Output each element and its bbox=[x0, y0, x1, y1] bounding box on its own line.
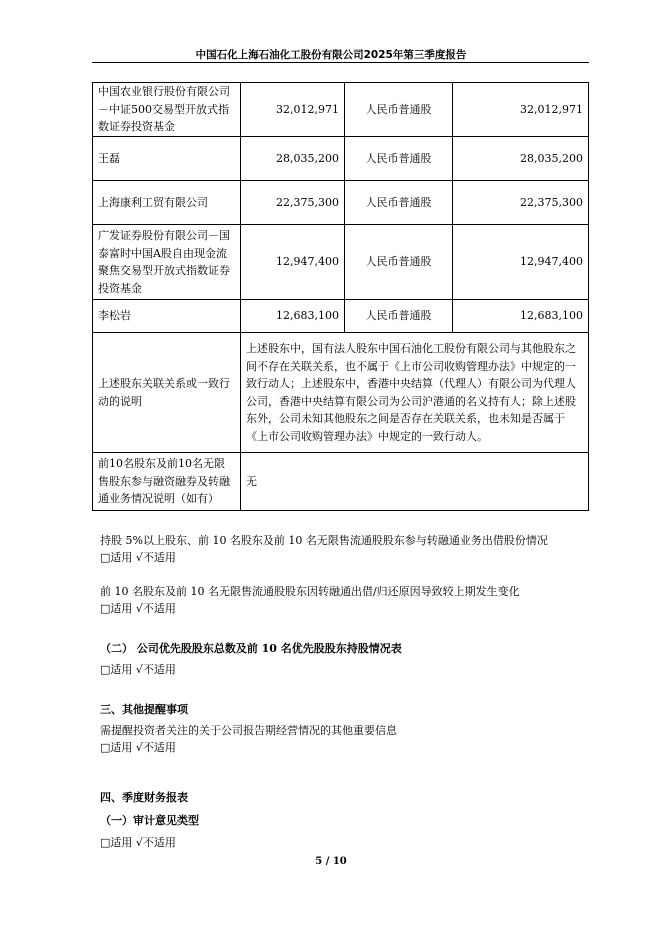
change-applicability: □适用 √不适用 bbox=[100, 602, 176, 615]
share-type: 人民币普通股 bbox=[345, 300, 453, 333]
share-type-quantity: 32,012,971 bbox=[453, 83, 589, 137]
share-type-quantity: 12,683,100 bbox=[453, 300, 589, 333]
preferred-shares-heading: （二） 公司优先股股东总数及前 10 名优先股股东持股情况表 bbox=[100, 642, 402, 655]
audit-opinion-heading: （一）审计意见类型 bbox=[100, 814, 199, 827]
lending-applicability: □适用 √不适用 bbox=[100, 551, 176, 564]
holder-quantity: 12,947,400 bbox=[241, 225, 345, 300]
holder-name: 中国农业银行股份有限公司－中证500交易型开放式指数证券投资基金 bbox=[93, 83, 241, 137]
other-reminders-heading: 三、其他提醒事项 bbox=[100, 703, 188, 716]
report-header-title: 中国石化上海石油化工股份有限公司2025年第三季度报告 bbox=[195, 49, 467, 61]
share-type-quantity: 22,375,300 bbox=[453, 181, 589, 225]
holder-name: 王磊 bbox=[93, 137, 241, 181]
share-type-quantity: 12,947,400 bbox=[453, 225, 589, 300]
page-number: 5 / 10 bbox=[315, 856, 347, 867]
margin-trading-label: 前10名股东及前10名无限售股东参与融资融券及转融通业务情况说明（如有） bbox=[93, 453, 241, 511]
holder-quantity: 22,375,300 bbox=[241, 181, 345, 225]
related-parties-text: 上述股东中，国有法人股东中国石油化工股份有限公司与其他股东之间不存在关联关系，也不属于《上市公司收购管理办法》中规定的一致行动人；上述股东中，香港中央结算（代理人）有限公司为代理人公司，香港中央结算有限公司为公司沪港通的名义持有人；除上述股东外，公司未知其他股东之间是否存在关联关系，也未知是否属于《上市公司收购管理办法》中规定的一致行动人。 bbox=[241, 333, 589, 453]
table-row bbox=[93, 181, 589, 225]
table-row bbox=[93, 137, 589, 181]
audit-opinion-applicability: □适用 √不适用 bbox=[100, 836, 176, 849]
table-row bbox=[93, 300, 589, 333]
lending-paragraph: 持股 5%以上股东、前 10 名股东及前 10 名无限售流通股股东参与转融通业务出借股份情况 bbox=[100, 534, 548, 547]
share-type: 人民币普通股 bbox=[345, 181, 453, 225]
table-row bbox=[93, 333, 589, 453]
change-paragraph: 前 10 名股东及前 10 名无限售流通股股东因转融通出借/归还原因导致较上期发生变化 bbox=[100, 585, 520, 598]
holder-name: 上海康利工贸有限公司 bbox=[93, 181, 241, 225]
table-row bbox=[93, 453, 589, 511]
share-type: 人民币普通股 bbox=[345, 83, 453, 137]
related-parties-label: 上述股东关联关系或一致行动的说明 bbox=[93, 333, 241, 453]
holder-quantity: 32,012,971 bbox=[241, 83, 345, 137]
share-type: 人民币普通股 bbox=[345, 225, 453, 300]
header-divider bbox=[92, 62, 589, 63]
holder-name: 李松岩 bbox=[93, 300, 241, 333]
holder-quantity: 28,035,200 bbox=[241, 137, 345, 181]
margin-trading-text: 无 bbox=[241, 453, 589, 511]
preferred-shares-applicability: □适用 √不适用 bbox=[100, 663, 176, 676]
holder-quantity: 12,683,100 bbox=[241, 300, 345, 333]
table-row bbox=[93, 83, 589, 137]
other-reminders-text: 需提醒投资者关注的关于公司报告期经营情况的其他重要信息 bbox=[100, 724, 397, 737]
top10-holders-table bbox=[92, 82, 589, 511]
table-row bbox=[93, 225, 589, 300]
other-reminders-applicability: □适用 √不适用 bbox=[100, 741, 176, 754]
holder-name: 广发证券股份有限公司－国泰富时中国A股自由现金流聚焦交易型开放式指数证券投资基金 bbox=[93, 225, 241, 300]
financial-statements-heading: 四、季度财务报表 bbox=[100, 791, 188, 804]
share-type-quantity: 28,035,200 bbox=[453, 137, 589, 181]
share-type: 人民币普通股 bbox=[345, 137, 453, 181]
